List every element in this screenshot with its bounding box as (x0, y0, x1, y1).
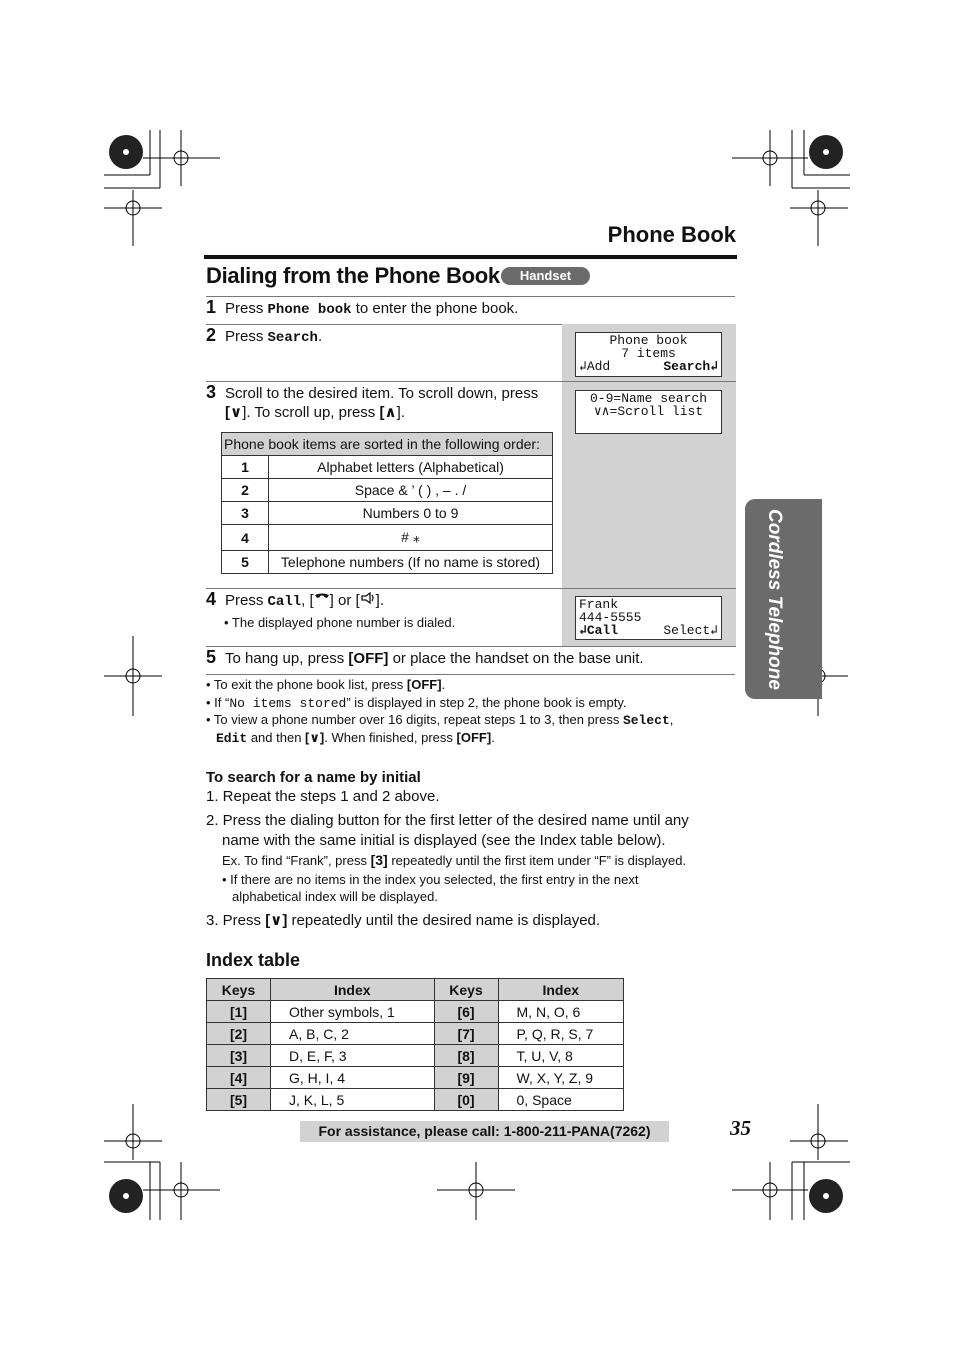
phone-book-key: Phone book (267, 302, 352, 318)
table-row: 1 Alphabet letters (Alphabetical) (222, 456, 553, 479)
step-divider (206, 296, 735, 297)
search-bullet-cont: alphabetical index will be displayed. (232, 889, 438, 904)
step-3-text: Scroll to the desired item. To scroll down, press [∨]. To scroll up, press [∧]. (225, 385, 539, 421)
note-empty: • If “No items stored” is displayed in step 2, the phone book is empty. (206, 695, 627, 711)
search-step-2-cont: name with the same initial is displayed (see the Index table below). (222, 832, 666, 849)
search-section-title: To search for a name by initial (206, 769, 421, 786)
handset-badge: Handset (501, 267, 590, 285)
note-long-number-cont: Edit and then [∨]. When finished, press [OFF]. (216, 730, 495, 746)
search-key: Search (267, 330, 318, 346)
step-3-number: 3 (206, 382, 217, 402)
table-row: [2] A, B, C, 2 [7] P, Q, R, S, 7 (207, 1023, 624, 1045)
talk-icon (314, 592, 330, 605)
table-row: 2 Space & ’ ( ) , – . / (222, 479, 553, 502)
speakerphone-icon (360, 591, 376, 605)
call-key: Call (267, 594, 302, 610)
step-divider (206, 588, 736, 589)
step-divider (206, 646, 736, 647)
step-5-text: To hang up, press [OFF] or place the handset on the base unit. (225, 650, 644, 667)
table-row: 4 # ⁎ (222, 525, 553, 551)
lcd-display-search: 0-9=Name search ∨∧=Scroll list (575, 390, 722, 434)
step-divider (206, 674, 735, 675)
table-row: [1] Other symbols, 1 [6] M, N, O, 6 (207, 1001, 624, 1023)
step-divider (206, 324, 562, 325)
step-4-bullet: • The displayed phone number is dialed. (224, 615, 456, 630)
step-2-number: 2 (206, 325, 217, 345)
index-table: Keys Index Keys Index [1] Other symbols, 1 [6] M, N, O, 6 [2] A, B, C, 2 [7] P, Q, R, S, 7 [3] D, E, F, 3 [8] T, U, V, 8 [4] G, H, I, 4 [9] W, X, Y, Z, 9 [5] J, K, L, 5 [0] 0, Space (206, 978, 624, 1111)
lcd-display-dial: Frank 444-5555 ↲Call Select↲ (575, 596, 722, 640)
search-example: Ex. To find “Frank”, press [3] repeatedly until the first item under “F” is displayed. (222, 852, 687, 868)
step-2-text: Press Search. (225, 328, 323, 346)
search-step-1: 1. Repeat the steps 1 and 2 above. (206, 788, 440, 805)
step-divider (206, 381, 736, 382)
step-4-text: Press Call, [ ] or [ ]. (225, 592, 384, 610)
lcd-display-phonebook: Phone book 7 items ↲Add Search↲ (575, 332, 722, 377)
step-4-number: 4 (206, 589, 217, 609)
table-row: [5] J, K, L, 5 [0] 0, Space (207, 1089, 624, 1111)
page-heading: Dialing from the Phone Book (206, 263, 500, 288)
search-step-3: 3. Press [∨] repeatedly until the desired name is displayed. (206, 912, 601, 929)
sort-order-table (221, 432, 553, 574)
step-1-number: 1 (206, 297, 217, 317)
sort-table-header: Phone book items are sorted in the following order: (222, 433, 553, 456)
assistance-footer: For assistance, please call: 1-800-211-PANA(7262) (300, 1121, 669, 1142)
search-bullet: • If there are no items in the index you selected, the first entry in the next (222, 872, 639, 887)
sidebar-label: Cordless Telephone (764, 509, 785, 690)
step-1-text: Press Phone book to enter the phone book. (225, 300, 519, 318)
table-row: 3 Numbers 0 to 9 (222, 502, 553, 525)
note-exit: • To exit the phone book list, press [OFF]. (206, 677, 446, 692)
step-5-number: 5 (206, 647, 217, 667)
table-row: [3] D, E, F, 3 [8] T, U, V, 8 (207, 1045, 624, 1067)
table-row: 5 Telephone numbers (If no name is stored) (222, 551, 553, 574)
header-rule (204, 255, 737, 259)
note-long-number: • To view a phone number over 16 digits, repeat steps 1 to 3, then press Select, (206, 712, 674, 728)
page-number: 35 (730, 1116, 751, 1140)
search-step-2: 2. Press the dialing button for the first letter of the desired name until any (206, 812, 689, 829)
section-title: Phone Book (607, 222, 736, 247)
index-table-title: Index table (206, 950, 301, 970)
table-row: [4] G, H, I, 4 [9] W, X, Y, Z, 9 (207, 1067, 624, 1089)
